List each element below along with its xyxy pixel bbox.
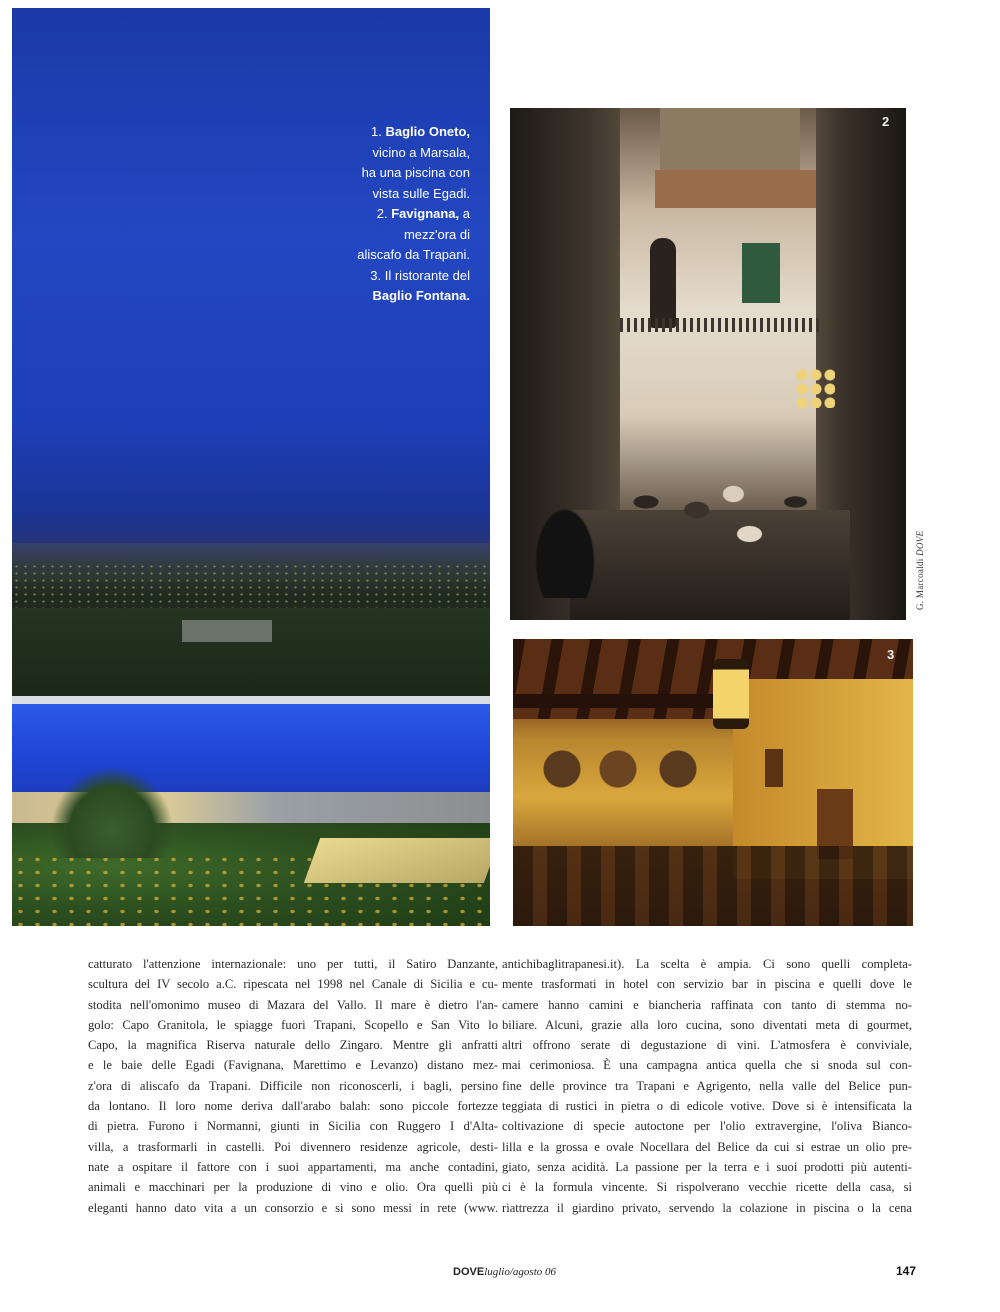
text-line: giato, senza acidità. La passione per la terra e i suoi prodotti più autenti-: [502, 1159, 912, 1174]
photo-credit: [915, 531, 925, 610]
page-number: 147: [896, 1264, 917, 1278]
text-line: di pietra. Furono i Normanni, giunti in Sicilia con Ruggero I d'Alta-: [88, 1119, 498, 1134]
photo-lanterns: [795, 368, 835, 408]
caption-line: vista sulle Egadi.: [372, 185, 470, 201]
text-line: biliare. Alcuni, grazie alla loro cucina, sono diventati meta di gourmet,: [502, 1017, 912, 1032]
text-line: antichibaglitrapanesi.it). La scelta è ampia. Ci sono quelli completa-: [502, 957, 912, 971]
text-line: catturato l'attenzione internazionale: uno per tutti, il Satiro Danzante,: [88, 957, 498, 971]
photo-window: [765, 749, 783, 787]
photo-roof: [304, 838, 490, 883]
caption-line: mezz'ora di: [403, 226, 470, 242]
footer-magazine: [453, 1266, 556, 1278]
credit-agency: DOVE: [915, 530, 925, 556]
photo-building: [182, 620, 272, 642]
text-line: eleganti hanno dato vita a un consorzio e si sono messi in rete (www.: [88, 1200, 498, 1215]
photo-roof: [655, 170, 830, 208]
caption-line: 2. Favignana, a: [376, 206, 470, 221]
caption-line: Baglio Fontana.: [372, 288, 470, 303]
text-line: z'ora di aliscafo da Trapani. Difficile non riconoscerli, i bagli, persino: [88, 1078, 498, 1093]
text-line: coltivazione di specie autoctone per l'olio extravergine, l'oliva Bianco-: [502, 1119, 912, 1134]
magazine-brand: DOVE: [453, 1266, 485, 1278]
caption-line: 1. Baglio Oneto,: [371, 124, 470, 139]
text-line: golo: Capo Granitola, le spiagge fuori Trapani, Scopello e San Vito lo: [88, 1017, 498, 1032]
photo-palm: [52, 768, 172, 858]
photo-caption: [300, 122, 470, 307]
text-line: da lontano. Il loro nome deriva dall'arabo balah: sono piccole fortezze: [88, 1099, 498, 1114]
text-line: villa, a trasformarli in castelli. Poi divennero residenze agricole, desti-: [88, 1139, 498, 1154]
photo-number-3: 3: [887, 647, 895, 662]
text-line: nate a ospitare il fattore con i suoi appartamenti, ma anche contadini,: [88, 1159, 498, 1174]
photo-statue: [650, 238, 676, 328]
photo-tables: [513, 846, 913, 926]
photo-favignana-street: [510, 108, 906, 620]
photo-number-2: 2: [882, 114, 890, 129]
text-line: riattrezza il giardino privato, servendo la colazione in piscina o la cena: [502, 1200, 912, 1215]
photo-barrels: [538, 749, 738, 789]
caption-line: 3. Il ristorante del: [370, 267, 470, 283]
caption-line: vicino a Marsala,: [372, 144, 470, 160]
photo-shutter: [742, 243, 780, 303]
text-line: scultura del IV secolo a.C. ripescata nel 1998 nel Canale di Sicilia e cu-: [88, 977, 498, 992]
text-line: animali e macchinari per la produzione di vino e olio. Ora quelli più: [88, 1180, 498, 1195]
text-line: lilla e la grossa e ovale Nocellara del Belice da cui si estrae un olio pre-: [502, 1139, 912, 1154]
magazine-issue: luglio/agosto 06: [484, 1266, 556, 1278]
text-line: mai cerimoniosa. È una campagna antica quella che si snoda sul con-: [502, 1058, 912, 1073]
photo-tower: [660, 108, 800, 178]
photo-city-lights: [12, 563, 490, 613]
caption-line: aliscafo da Trapani.: [357, 247, 470, 262]
photo-people: [600, 438, 830, 598]
photo-scooter: [535, 508, 595, 598]
text-line: teggiata di rustici in pietra o di edicole votive. Dove si è intensificata la: [502, 1099, 912, 1114]
text-line: e le baie delle Egadi (Favignana, Marettimo e Levanzo) distano mez-: [88, 1058, 498, 1073]
text-line: altri offrono serate di degustazione di vini. L'atmosfera è conviviale,: [502, 1038, 912, 1053]
photo-baglio-fontana-restaurant: [513, 639, 913, 926]
text-line: stodita nell'omonimo museo di Mazara del Vallo. Il mare è dietro l'an-: [88, 997, 498, 1012]
text-line: mente trasformati in hotel con servizio bar in piscina e quelli dove le: [502, 977, 912, 992]
body-column-left: [88, 954, 498, 1218]
text-line: fine delle province tra Trapani e Agrigento, nella valle del Belice pun-: [502, 1078, 912, 1093]
photo-lantern: [713, 659, 749, 729]
caption-line: ha una piscina con: [361, 165, 470, 180]
text-line: camere hanno camini e biancheria raffinata con tanto di stemma no-: [502, 997, 912, 1012]
body-column-right: [502, 954, 912, 1218]
credit-photographer: G. Marcoaldi: [915, 558, 925, 610]
photo-balcony: [620, 318, 820, 332]
text-line: ci è la formula vincente. Si rispolverano vecchie ricette della casa, si: [502, 1180, 912, 1195]
text-line: Capo, la magnifica Riserva naturale dello Zingaro. Mentre gli anfratti: [88, 1038, 498, 1053]
